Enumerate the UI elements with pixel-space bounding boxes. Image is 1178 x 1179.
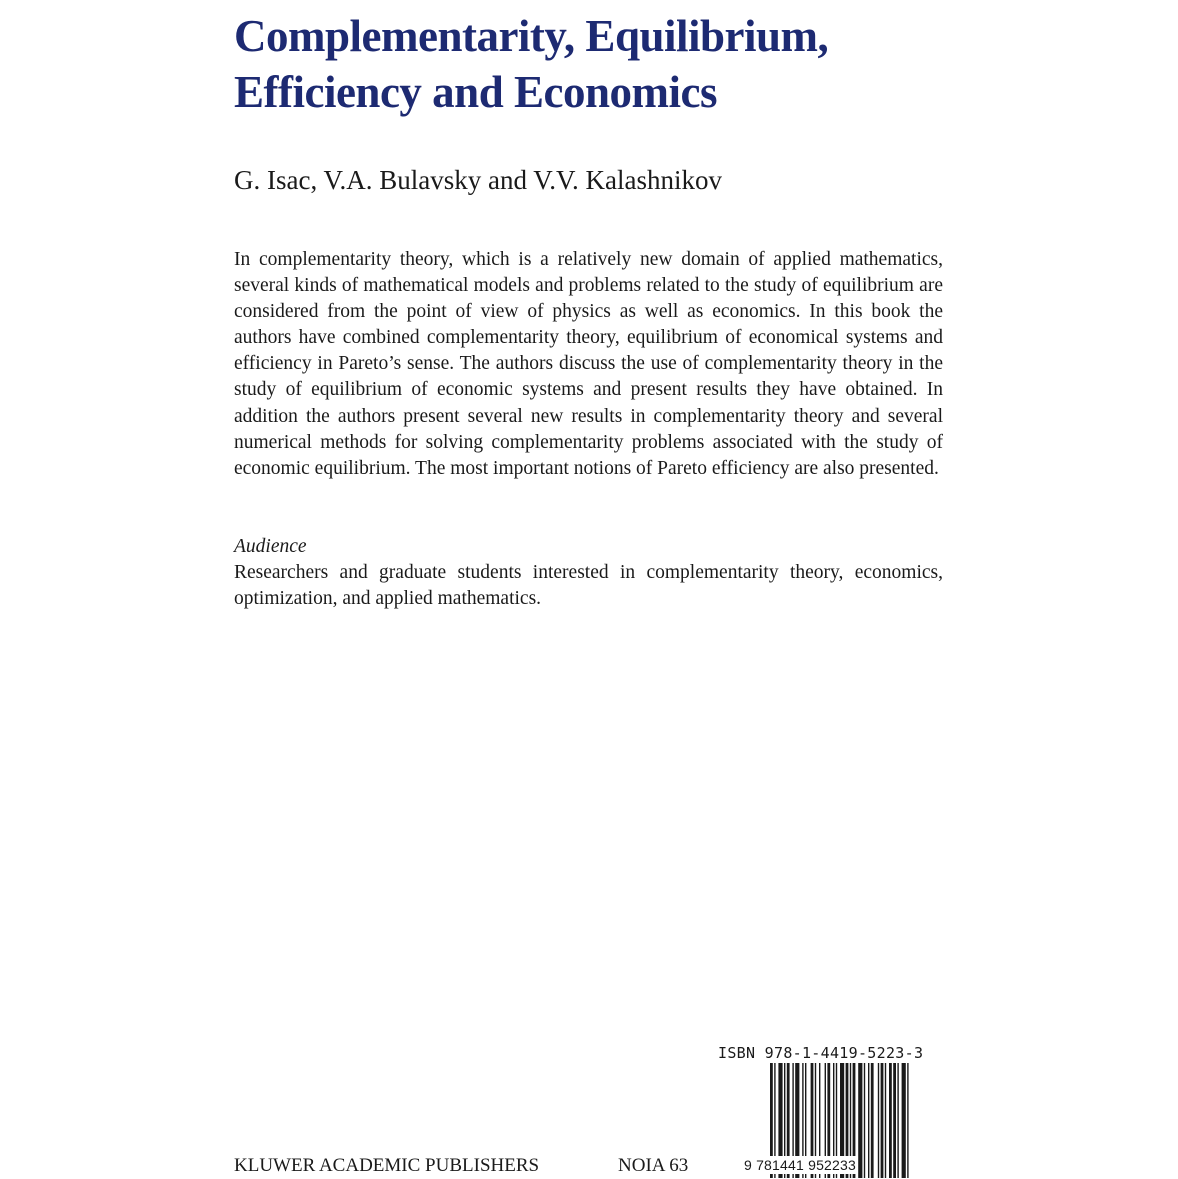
audience-heading: Audience [234, 536, 307, 557]
book-abstract: In complementarity theory, which is a relatively new domain of applied mathematics, several kinds of mathematical models and problems related to the study of equilibrium are considered from the point of view of physics as well as economics. In this book the authors have combined complementarity theory, equilibrium of economical systems and efficiency in Pareto’s sense. The authors discuss the use of complementarity theory in the study of equilibrium of economic systems and present results they have obtained. In addition the authors present several new results in complementarity theory and several numerical methods for solving complementarity problems associated with the study of economic equilibrium. The most important notions of Pareto efficiency are also presented. [234, 249, 943, 479]
book-title-line-2: Efficiency and Economics [234, 67, 717, 117]
audience-text: Researchers and graduate students interested in complementarity theory, economics, optimization, and applied mathematics. [234, 562, 943, 610]
book-title-line-1: Complementarity, Equilibrium, [234, 11, 829, 61]
series-code: NOIA 63 [618, 1155, 689, 1176]
book-authors: G. Isac, V.A. Bulavsky and V.V. Kalashnikov [234, 165, 723, 195]
publisher-name: KLUWER ACADEMIC PUBLISHERS [234, 1155, 540, 1176]
barcode-digits: 9 781441 952233 [744, 1157, 856, 1173]
isbn-label: ISBN 978-1-4419-5223-3 [718, 1044, 924, 1062]
book-title [234, 8, 954, 120]
